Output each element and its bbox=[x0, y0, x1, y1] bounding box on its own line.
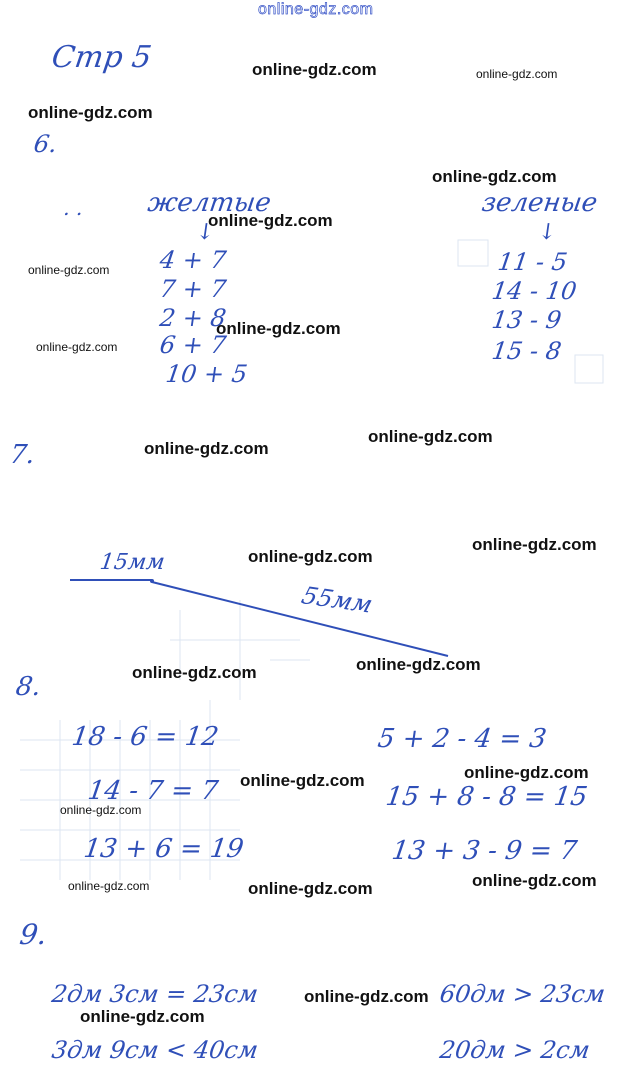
watermark: online-gdz.com bbox=[304, 987, 429, 1006]
task-number: 7. bbox=[7, 440, 37, 470]
watermark: online-gdz.com bbox=[472, 871, 597, 890]
list-item: 14 - 10 bbox=[490, 277, 579, 305]
watermark: online-gdz.com bbox=[368, 427, 493, 446]
equation: 13 + 6 = 19 bbox=[81, 834, 246, 864]
watermark: online-gdz.com bbox=[208, 211, 333, 230]
list-item: 13 - 9 bbox=[490, 306, 564, 334]
comparison: 2дм 3см = 23см bbox=[50, 980, 260, 1008]
equation: 14 - 7 = 7 bbox=[85, 776, 220, 806]
equation: 18 - 6 = 12 bbox=[69, 722, 221, 752]
watermark: online-gdz.com bbox=[28, 103, 153, 122]
comparison: 60дм > 23см bbox=[438, 980, 607, 1008]
comparison: 20дм > 2см bbox=[438, 1036, 592, 1064]
watermark: online-gdz.com bbox=[476, 67, 558, 81]
task-number: 6. bbox=[32, 130, 59, 158]
watermark: online-gdz.com bbox=[68, 879, 150, 893]
watermark: online-gdz.com bbox=[80, 1007, 205, 1026]
list-item: 15 - 8 bbox=[490, 337, 564, 365]
watermark: online-gdz.com bbox=[432, 167, 557, 186]
list-item: 10 + 5 bbox=[164, 360, 250, 388]
watermark: online-gdz.com bbox=[60, 803, 142, 817]
watermark: online-gdz.com bbox=[132, 663, 257, 682]
watermark: online-gdz.com bbox=[472, 535, 597, 554]
comparison: 3дм 9см < 40см bbox=[50, 1036, 260, 1064]
watermark: online-gdz.com bbox=[240, 771, 365, 790]
segment-point bbox=[150, 579, 154, 583]
list-item: 4 + 7 bbox=[158, 246, 228, 274]
watermark: online-gdz.com bbox=[248, 547, 373, 566]
task-number: 8. bbox=[13, 672, 43, 702]
watermark: online-gdz.com bbox=[248, 879, 373, 898]
watermark: online-gdz.com bbox=[144, 439, 269, 458]
task6-left-heading: желтые bbox=[145, 188, 273, 218]
arrow-down-icon: ↓ bbox=[536, 220, 559, 245]
segment-label-short: 15мм bbox=[98, 550, 167, 575]
list-item: 11 - 5 bbox=[496, 248, 570, 276]
watermark: online-gdz.com bbox=[464, 763, 589, 782]
segment-label-long: 55мм bbox=[298, 581, 376, 619]
task-number: 9. bbox=[17, 918, 50, 951]
task6-right-heading: зеленые bbox=[479, 188, 600, 218]
equation: 5 + 2 - 4 = 3 bbox=[375, 724, 549, 754]
long-segment bbox=[152, 582, 448, 656]
equation: 13 + 3 - 9 = 7 bbox=[389, 836, 579, 866]
arrow-down-icon: ↓ bbox=[194, 220, 217, 245]
page-label: Стр 5 bbox=[49, 40, 154, 75]
watermark: online-gdz.com bbox=[252, 60, 377, 79]
watermark: online-gdz.com bbox=[28, 263, 110, 277]
list-item: 6 + 7 bbox=[158, 331, 228, 359]
watermark: online-gdz.com bbox=[356, 655, 481, 674]
watermark-top: online-gdz.com bbox=[258, 1, 374, 18]
list-item: 2 + 8 bbox=[158, 304, 228, 332]
task6-dots: . . bbox=[62, 196, 85, 220]
equation: 15 + 8 - 8 = 15 bbox=[383, 782, 590, 812]
list-item: 7 + 7 bbox=[158, 275, 228, 303]
watermark: online-gdz.com bbox=[216, 319, 341, 338]
watermark: online-gdz.com bbox=[36, 340, 118, 354]
